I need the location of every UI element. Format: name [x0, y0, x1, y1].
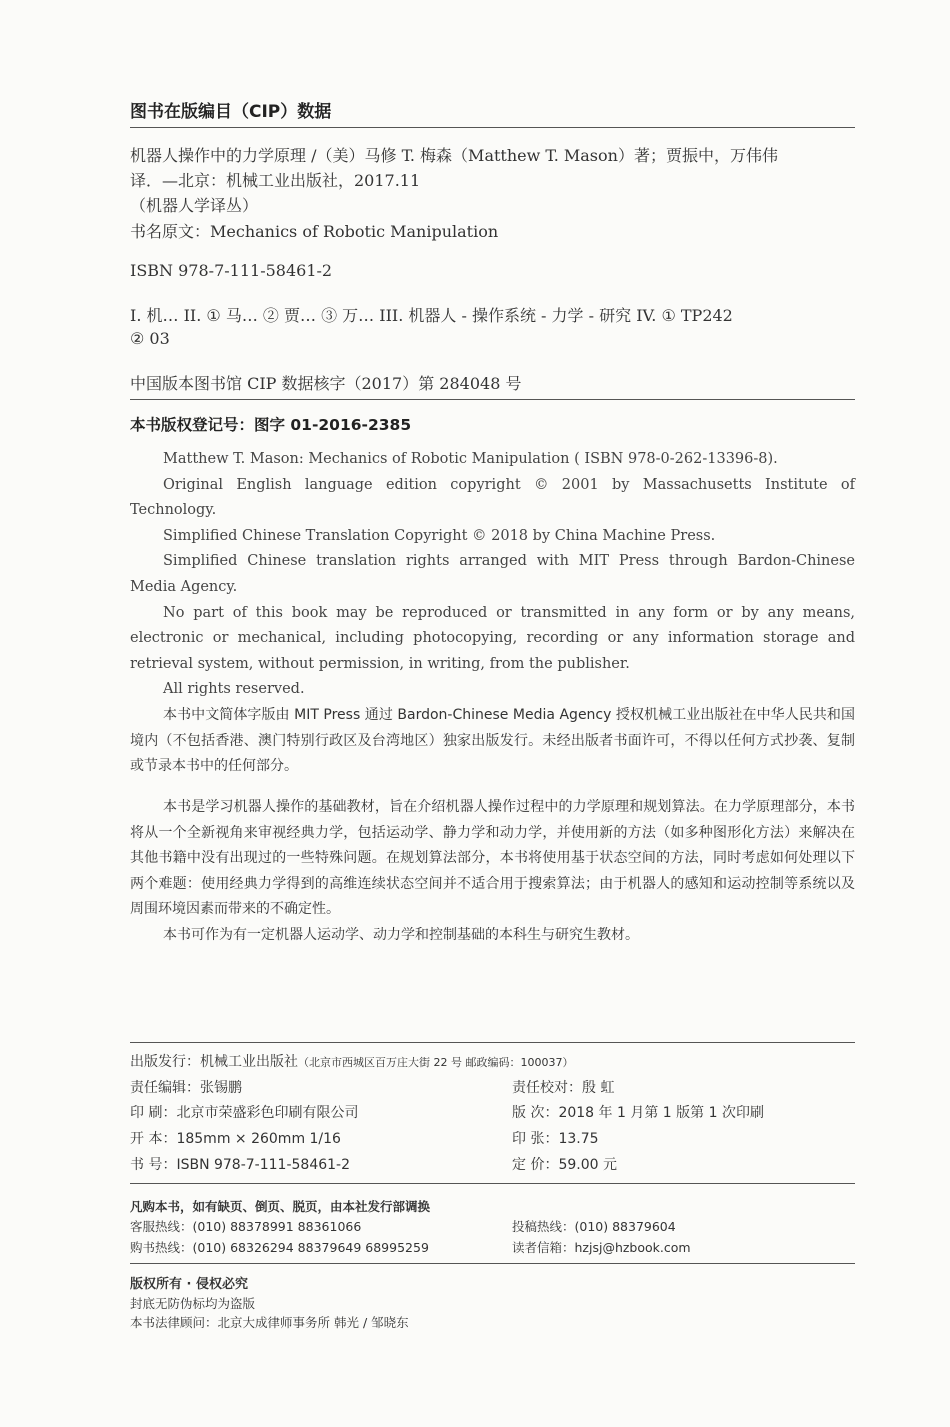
sheets-row [512, 1128, 599, 1148]
service-hotline: 客服热线：(010) 88378991 88361066 [130, 1219, 362, 1234]
format-label: 开 本： [130, 1131, 177, 1147]
anti-counterfeit-note: 封底无防伪标均为盗版 [130, 1296, 256, 1311]
cip-line-approval: 中国版本图书馆 CIP 数据核字（2017）第 284048 号 [130, 374, 522, 393]
cip-heading: 图书在版编目（CIP）数据 [130, 102, 332, 122]
editor-label: 责任编辑： [130, 1080, 200, 1096]
divider [130, 1183, 855, 1184]
editor-row [130, 1077, 242, 1097]
summary-paragraph: 本书可作为有一定机器人运动学、动力学和控制基础的本科生与研究生教材。 [163, 926, 639, 943]
english-paragraph: All rights reserved. [163, 681, 305, 698]
publisher-address: （北京市西城区百万庄大街 22 号 邮政编码：100037） [298, 1056, 574, 1069]
publisher-label: 出版发行： [130, 1054, 200, 1070]
proofreader-label: 责任校对： [512, 1080, 582, 1096]
english-paragraph: Simplified Chinese Translation Copyright © 2018 by China Machine Press. [163, 527, 716, 544]
defect-notice: 凡购本书，如有缺页、倒页、脱页，由本社发行部调换 [130, 1199, 431, 1214]
format-value: 185mm × 260mm 1/16 [176, 1131, 341, 1147]
cip-line-title: 机器人操作中的力学原理 /（美）马修 T. 梅森（Matthew T. Mason）著；贾振中，万伟伟 [130, 146, 778, 165]
chinese-license-block [130, 703, 855, 780]
isbn-row [130, 1154, 350, 1174]
english-paragraph: No part of this book may be reproduced or transmitted in any form or by any means, electronic or mechanical, including photocopying, recording or any information storage and retrieval system, without permission, in writing, from the publisher. [130, 604, 855, 672]
submission-hotline: 投稿热线：(010) 88379604 [512, 1219, 676, 1234]
chinese-license-paragraph: 本书中文简体字版由 MIT Press 通过 Bardon-Chinese Media Agency 授权机械工业出版社在中华人民共和国境内（不包括香港、澳门特别行政区及台湾地区）独家出版发行。未经出版者书面许可，不得以任何方式抄袭、复制或节录本书中的任何部分。 [130, 707, 855, 775]
isbn-value: ISBN 978-7-111-58461-2 [176, 1157, 350, 1173]
printer-value: 北京市荣盛彩色印刷有限公司 [176, 1105, 359, 1121]
cip-line-series: （机器人学译丛） [130, 196, 259, 215]
purchase-hotline: 购书热线：(010) 68326294 88379649 68995259 [130, 1240, 429, 1255]
sheets-value: 13.75 [558, 1131, 599, 1147]
price-label: 定 价： [512, 1157, 559, 1173]
price-value: 59.00 元 [558, 1157, 617, 1173]
cip-line-classification-cont: ② 03 [130, 329, 170, 348]
isbn-label: 书 号： [130, 1157, 177, 1173]
proofreader-value: 殷 虹 [582, 1080, 615, 1096]
edition-value: 2018 年 1 月第 1 版第 1 次印刷 [558, 1105, 764, 1121]
publisher-value: 机械工业出版社 [200, 1054, 298, 1070]
edition-label: 版 次： [512, 1105, 559, 1121]
divider [130, 1042, 855, 1043]
cip-line-classification: I. 机… II. ① 马… ② 贾… ③ 万… III. 机器人 - 操作系统 - 力学 - 研究 IV. ① TP242 [130, 306, 733, 325]
reader-mailbox: 读者信箱：hzjsj@hzbook.com [512, 1240, 691, 1255]
english-paragraph: Original English language edition copyright © 2001 by Massachusetts Institute of Technology. [130, 476, 855, 519]
summary-paragraph: 本书是学习机器人操作的基础教材，旨在介绍机器人操作过程中的力学原理和规划算法。在力学原理部分，本书将从一个全新视角来审视经典力学，包括运动学、静力学和动力学，并使用新的方法（如多种图形化方法）来解决在其他书籍中没有出现过的一些特殊问题。在规划算法部分，本书将使用基于状态空间的方法，同时考虑如何处理以下两个难题：使用经典力学得到的高维连续状态空间并不适合用于搜索算法；由于机器人的感知和运动控制等系统以及周围环境因素而带来的不确定性。 [130, 799, 855, 918]
english-copyright-block [130, 447, 855, 703]
cip-line-original-title: 书名原文：Mechanics of Robotic Manipulation [130, 222, 499, 241]
english-paragraph: Simplified Chinese translation rights arranged with MIT Press through Bardon-Chinese Media Agency. [130, 553, 855, 595]
printer-label: 印 刷： [130, 1105, 177, 1121]
divider [130, 399, 855, 400]
legal-counsel: 本书法律顾问：北京大成律师事务所 韩光 / 邹晓东 [130, 1315, 409, 1330]
divider [130, 127, 855, 128]
proofreader-row [512, 1077, 614, 1097]
english-paragraph: Matthew T. Mason: Mechanics of Robotic Manipulation ( ISBN 978-0-262-13396-8). [163, 451, 778, 467]
rights-heading: 版权所有 · 侵权必究 [130, 1277, 248, 1292]
printer-row [130, 1102, 358, 1122]
cip-line-publisher: 译．—北京：机械工业出版社，2017.11 [130, 171, 421, 190]
editor-value: 张锡鹏 [200, 1080, 242, 1096]
price-row [512, 1154, 617, 1174]
divider [130, 1263, 855, 1264]
book-summary-block [130, 795, 855, 949]
edition-row [512, 1102, 764, 1122]
format-row [130, 1128, 341, 1148]
sheets-label: 印 张： [512, 1131, 559, 1147]
publisher-row [130, 1051, 573, 1071]
copyright-registration: 本书版权登记号：图字 01-2016-2385 [130, 416, 412, 434]
cip-line-isbn: ISBN 978-7-111-58461-2 [130, 261, 333, 280]
